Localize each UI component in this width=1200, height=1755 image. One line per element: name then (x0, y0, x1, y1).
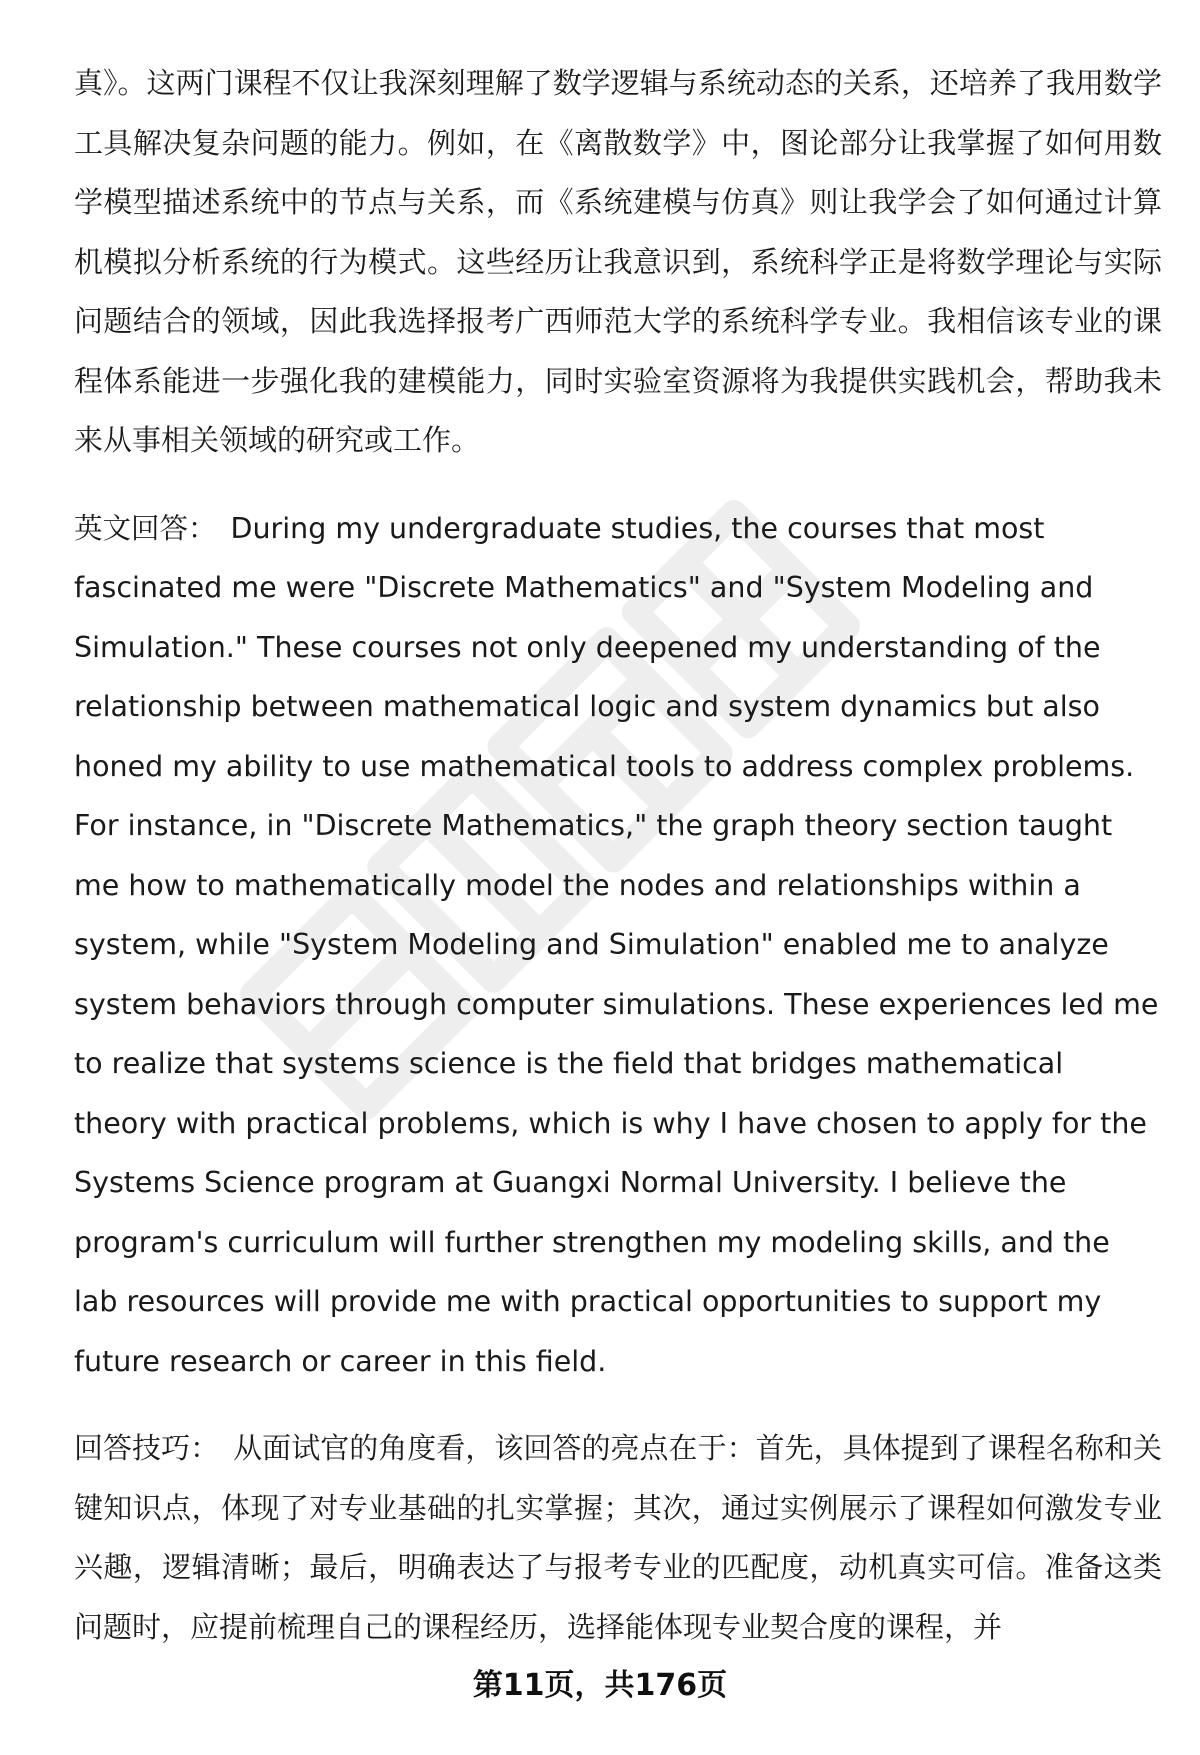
answer-tips-paragraph (74, 1419, 1162, 1657)
english-answer-label: 英文回答： (74, 511, 217, 545)
page-number-footer: 第11页，共176页 (472, 1668, 728, 1703)
answer-tips-label: 回答技巧： (74, 1431, 220, 1465)
document-body (74, 54, 1162, 1685)
chinese-answer-continuation: 真》。这两门课程不仅让我深刻理解了数学逻辑与系统动态的关系，还培养了我用数学工具解决复杂问题的能力。例如，在《离散数学》中，图论部分让我掌握了如何用数学模型描述系统中的节点与关系，而《系统建模与仿真》则让我学会了如何通过计算机模拟分析系统的行为模式。这些经历让我意识到，系统科学正是将数学理论与实际问题结合的领域，因此我选择报考广西师范大学的系统科学专业。我相信该专业的课程体系能进一步强化我的建模能力，同时实验室资源将为我提供实践机会，帮助我未来从事相关领域的研究或工作。 (74, 66, 1162, 457)
english-answer-paragraph (74, 499, 1162, 1392)
english-answer-text: During my undergraduate studies, the courses that most fascinated me were "Discrete Mathematics" and "System Modeling and Simulation." These courses not only deepened my understanding of the relationship between mathematical logic and system dynamics but also honed my ability to use mathematical tools to address complex problems. For instance, in "Discrete Mathematics," the graph theory section taught me how to mathematically model the nodes and relationships within a system, while "System Modeling and Simulation" enabled me to analyze system behaviors through computer simulations. These experiences led me to realize that systems science is the field that bridges mathematical theory with practical problems, which is why I have chosen to apply for the Systems Science program at Guangxi Normal University. I believe the program's curriculum will further strengthen my modeling skills, and the lab resources will provide me with practical opportunities to support my future research or career in this field. (74, 511, 1159, 1378)
answer-tips-text: 从面试官的角度看，该回答的亮点在于：首先，具体提到了课程名称和关键知识点，体现了对专业基础的扎实掌握；其次，通过实例展示了课程如何激发专业兴趣，逻辑清晰；最后，明确表达了与报考专业的匹配度，动机真实可信。准备这类问题时，应提前梳理自己的课程经历，选择能体现专业契合度的课程，并 (74, 1431, 1162, 1644)
